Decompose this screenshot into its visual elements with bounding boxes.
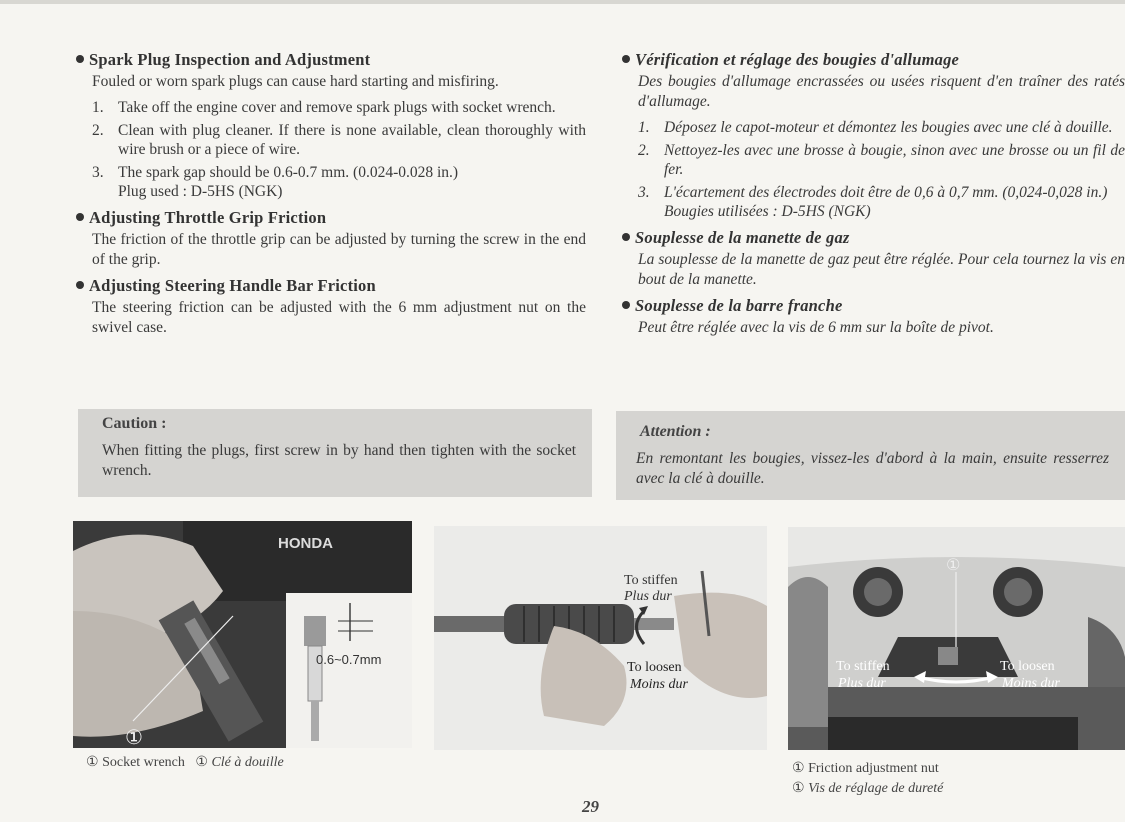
bullet-icon bbox=[76, 281, 84, 289]
caution-box-en bbox=[78, 409, 592, 497]
marker-1: ① bbox=[946, 555, 961, 574]
photo-swivel-case bbox=[788, 527, 1125, 750]
attention-text: En remontant les bougies, vissez-les d'abord à la main, ensuite resserrez avec la clé à douille. bbox=[636, 450, 1109, 487]
loosen-label-fr: Moins dur bbox=[630, 677, 688, 692]
caution-text: When fitting the plugs, first screw in by hand then tighten with the socket wrench. bbox=[102, 442, 576, 479]
photo-socket-wrench bbox=[73, 521, 412, 748]
step-item: 1. Take off the engine cover and remove spark plugs with socket wrench. bbox=[92, 99, 556, 116]
section-title-steering: Adjusting Steering Handle Bar Friction bbox=[76, 276, 586, 296]
caption-friction-nut: ① Friction adjustment nut bbox=[792, 761, 939, 776]
attention-title: Attention : bbox=[640, 423, 711, 440]
marker-1: ① bbox=[125, 725, 143, 748]
plug-used: Plug used : D-5HS (NGK) bbox=[118, 183, 283, 200]
steering-text: The steering friction can be adjusted with the 6 mm adjustment nut on the swivel case. bbox=[92, 298, 586, 336]
stiffen-label: To stiffen bbox=[836, 659, 890, 674]
caution-title: Caution : bbox=[102, 415, 167, 432]
step-item: 3. L'écartement des électrodes doit être de 0,6 à 0,7 mm. (0,024-0,028 in.) Bougies utilisées : D-5HS (NGK) bbox=[638, 183, 1108, 220]
page-number: 29 bbox=[582, 797, 599, 816]
barre-text: Peut être réglée avec la vis de 6 mm sur la boîte de pivot. bbox=[638, 318, 994, 336]
throttle-text: The friction of the throttle grip can be adjusted by turning the screw in the end of the grip. bbox=[92, 230, 586, 268]
bougies-steps bbox=[638, 118, 1125, 222]
stiffen-label: To stiffen bbox=[624, 573, 678, 588]
bullet-icon bbox=[622, 301, 630, 309]
plug-used: Bougies utilisées : D-5HS (NGK) bbox=[664, 203, 871, 220]
caption-friction-nut-fr: ① Vis de réglage de dureté bbox=[792, 781, 944, 796]
bullet-icon bbox=[76, 55, 84, 63]
step-item: 3. The spark gap should be 0.6-0.7 mm. (0.024-0.028 in.) Plug used : D-5HS (NGK) bbox=[92, 163, 459, 200]
bullet-icon bbox=[622, 55, 630, 63]
stiffen-label-fr: Plus dur bbox=[624, 589, 672, 604]
caution-box-fr bbox=[616, 411, 1125, 500]
step-item: 2. Nettoyez-les avec une brosse à bougie, sinon avec une brosse ou un fil de fer. bbox=[638, 141, 1125, 178]
loosen-label-fr: Moins dur bbox=[1002, 676, 1060, 691]
section-title-throttle: Adjusting Throttle Grip Friction bbox=[76, 208, 586, 228]
loosen-label: To loosen bbox=[1000, 659, 1055, 674]
photo-throttle-grip bbox=[434, 526, 767, 750]
section-title-barre: Souplesse de la barre franche bbox=[622, 296, 1125, 316]
section-title-bougies: Vérification et réglage des bougies d'allumage bbox=[622, 50, 1125, 70]
spark-plug-intro: Fouled or worn spark plugs can cause hard starting and misfiring. bbox=[92, 73, 499, 90]
gap-label: 0.6~0.7mm bbox=[316, 652, 382, 667]
stiffen-label-fr: Plus dur bbox=[838, 676, 886, 691]
bullet-icon bbox=[622, 233, 630, 241]
section-title-spark-plug: Spark Plug Inspection and Adjustment bbox=[76, 50, 586, 70]
bougies-intro: Des bougies d'allumage encrassées ou usées risquent d'en traîner des ratés d'allumage. bbox=[638, 73, 1125, 110]
manette-text: La souplesse de la manette de gaz peut être réglée. Pour cela tournez la vis en bout de la manette. bbox=[638, 250, 1125, 288]
english-column bbox=[76, 50, 586, 344]
french-column bbox=[622, 50, 1125, 344]
spark-plug-steps bbox=[92, 98, 586, 202]
section-title-manette: Souplesse de la manette de gaz bbox=[622, 228, 1125, 248]
top-rule bbox=[0, 0, 1125, 4]
step-item: 2. Clean with plug cleaner. If there is none available, clean thoroughly with wire brush or a piece of wire. bbox=[92, 121, 586, 158]
honda-logo: HONDA bbox=[278, 535, 333, 552]
bullet-icon bbox=[76, 213, 84, 221]
step-item: 1. Déposez le capot-moteur et démontez les bougies avec une clé à douille. bbox=[638, 119, 1113, 136]
caption-socket-wrench: ① Socket wrench ① Clé à douille bbox=[86, 755, 284, 770]
loosen-label: To loosen bbox=[627, 660, 682, 675]
